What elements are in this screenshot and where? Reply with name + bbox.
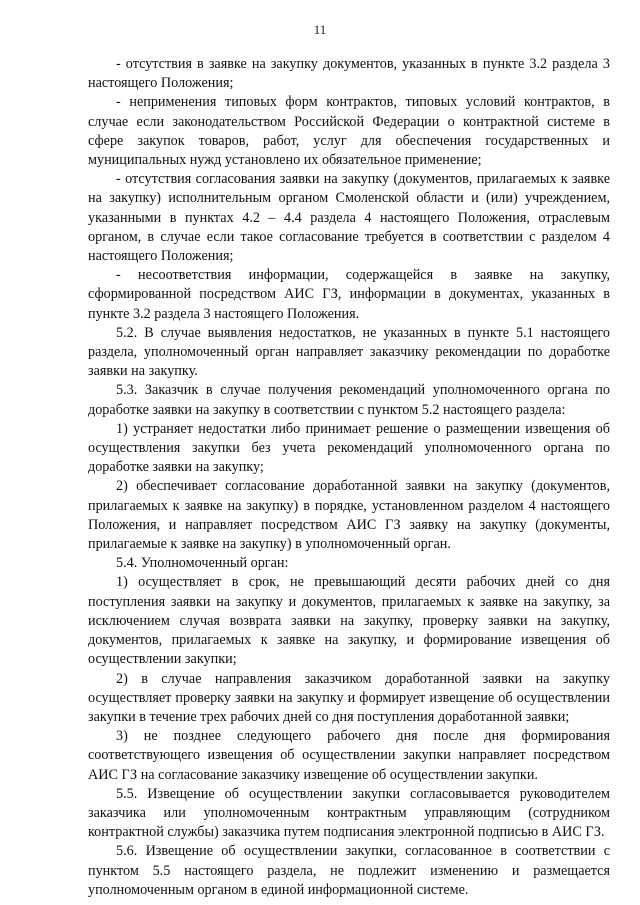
paragraph: 5.3. Заказчик в случае получения рекомендаций уполномоченного органа по доработке заявки на закупку в соответствии с пунктом 5.2 настоящего раздела:: [88, 382, 610, 418]
paragraph: 5.2. В случае выявления недостатков, не указанных в пункте 5.1 настоящего раздела, уполномоченный орган направляет заказчику рекомендации по доработке заявки на закупку.: [88, 324, 610, 380]
paragraph: 5.5. Извещение об осуществлении закупки согласовывается руководителем заказчика или уполномоченным контрактным управляющим (сотрудником контрактной службы) заказчика путем подписания электронной подписью в АИС ГЗ.: [88, 785, 610, 841]
paragraph: - несоответствия информации, содержащейся в заявке на закупку, сформированной посредством АИС ГЗ, информации в документах, указанных в пункте 3.2 раздела 3 настоящего Положения.: [88, 267, 610, 322]
paragraph: - отсутствия в заявке на закупку документов, указанных в пункте 3.2 раздела 3 настоящего Положения;: [88, 56, 610, 92]
paragraph: 3) не позднее следующего рабочего дня после дня формирования соответствующего извещения об осуществлении закупки направляет посредством АИС ГЗ на согласование заказчику извещение об осуществлении закупки.: [88, 728, 610, 783]
paragraph: 1) осуществляет в срок, не превышающий десяти рабочих дней со дня поступления заявки на закупку и документов, прилагаемых к заявке на закупку, за исключением случая возврата заявки на закупку, проверку заявки на закупку, документов, прилагаемых к заявке на закупку, и формирование извещения об осуществлении закупки;: [88, 574, 610, 668]
document-body: [88, 55, 610, 900]
page-number: 11: [313, 22, 327, 37]
paragraph: 5.6. Извещение об осуществлении закупки, согласованное в соответствии с пунктом 5.5 настоящего раздела, не подлежит изменению и размещается уполномоченным органом в единой информационной системе.: [88, 843, 610, 898]
paragraph: 1) устраняет недостатки либо принимает решение о размещении извещения об осуществления закупки без учета рекомендаций уполномоченного органа по доработке заявки на закупку;: [88, 420, 610, 476]
paragraph: 5.4. Уполномоченный орган:: [116, 555, 289, 572]
paragraph: - неприменения типовых форм контрактов, типовых условий контрактов, в случае если законодательством Российской Федерации о контрактной системе в сфере закупок товаров, работ, услуг для обеспечения государственных и муниципальных нужд установлено их обязательное применение;: [88, 94, 610, 169]
paragraph: 2) обеспечивает согласование доработанной заявки на закупку (документов, прилагаемых к заявке на закупку) в порядке, установленном разделом 4 настоящего Положения, и направляет посредством АИС ГЗ заявку на закупку (документы, прилагаемые к заявке на закупку) в уполномоченный орган.: [88, 478, 610, 553]
paragraph: - отсутствия согласования заявки на закупку (документов, прилагаемых к заявке на закупку) исполнительным органом Смоленской области и (или) учреждением, указанными в пунктах 4.2 – 4.4 раздела 4 настоящего Положения, отраслевым органом, в случае если такое согласование требуется в соответствии с разделом 4 настоящего Положения;: [88, 171, 610, 265]
paragraph: 2) в случае направления заказчиком доработанной заявки на закупку осуществляет проверку заявки на закупку и формирует извещение об осуществлении закупки в течение трех рабочих дней со дня поступления доработанной заявки;: [88, 670, 610, 725]
